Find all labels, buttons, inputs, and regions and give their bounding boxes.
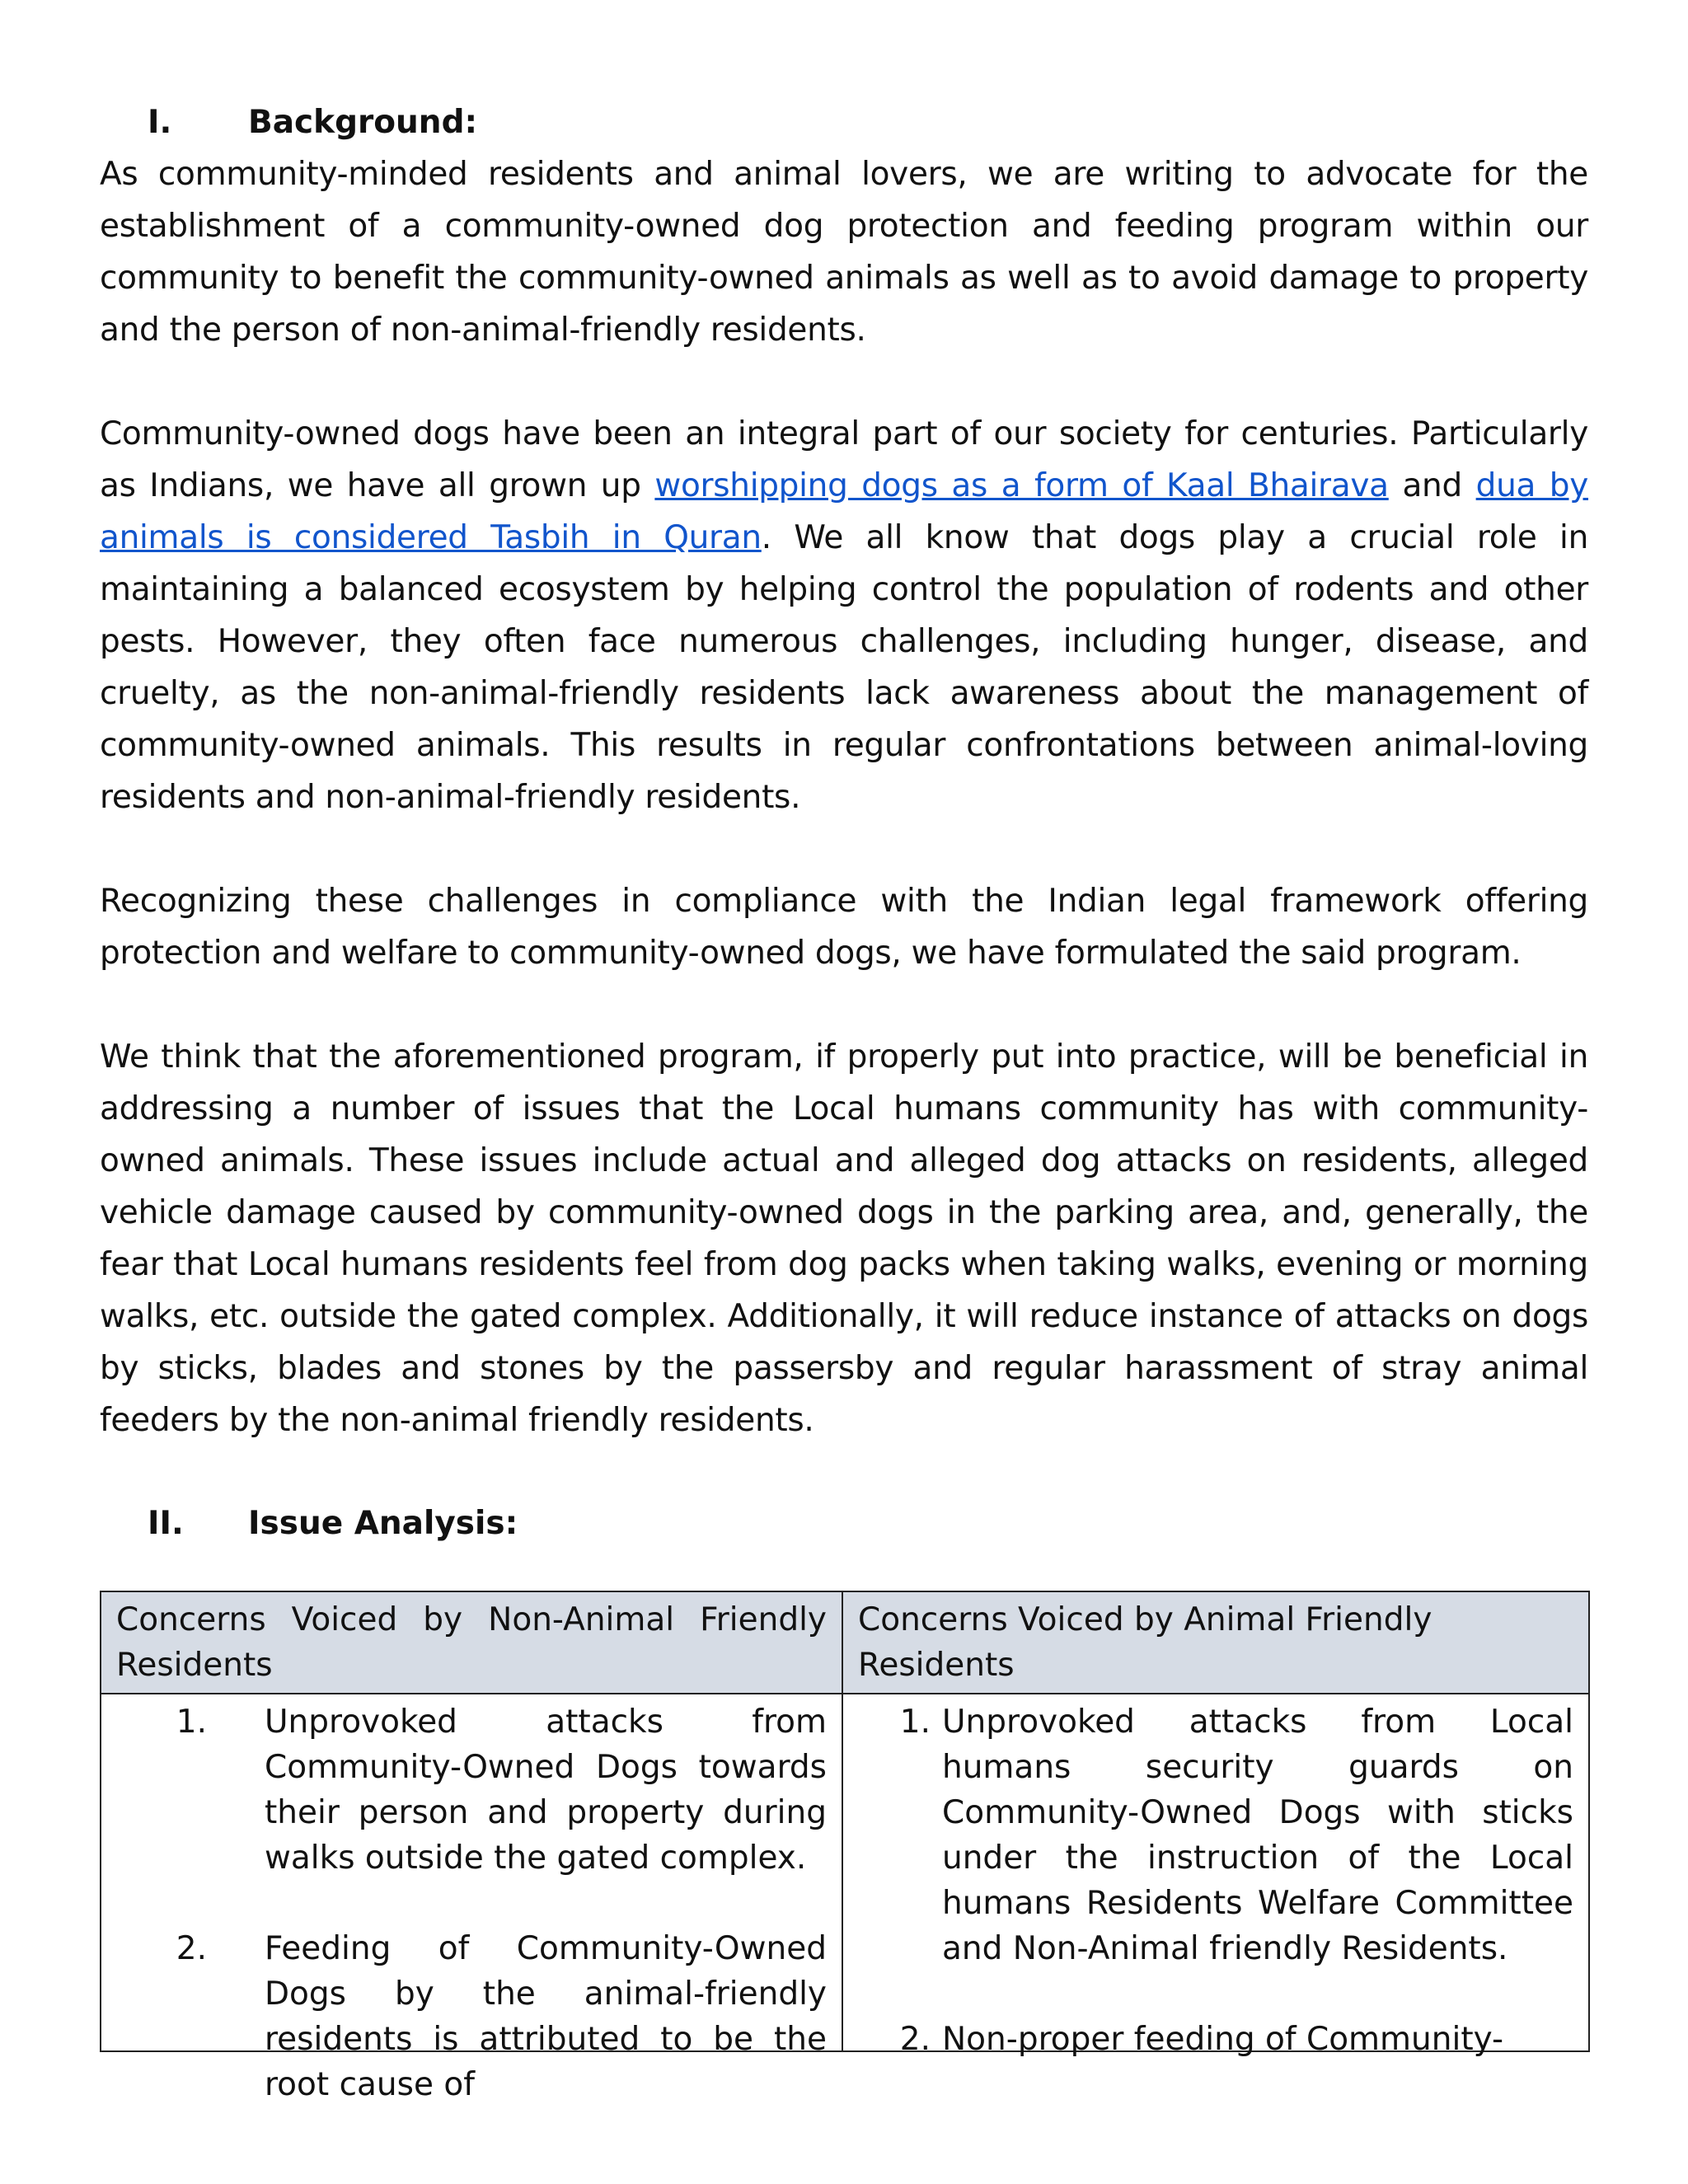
paragraph-text: Community-owned dogs have been an integral part of our society for centuries. Particularly as Indians, we have all grown up bbox=[100, 415, 1588, 504]
section-heading-background bbox=[100, 97, 1588, 148]
list-item bbox=[858, 1699, 1573, 1971]
document-page bbox=[100, 97, 1589, 2103]
section-number: I. bbox=[148, 104, 172, 141]
list-item bbox=[116, 1926, 827, 2107]
cell-content bbox=[116, 1699, 827, 2103]
list-item bbox=[116, 1699, 827, 1881]
cell-animal-concerns bbox=[842, 1694, 1589, 2058]
paragraph-legal-framework: Recognizing these challenges in compliance with the Indian legal framework offering protection and welfare to community-owned dogs, we have formulated the said program. bbox=[100, 883, 1588, 972]
header-non-animal-friendly: Concerns Voiced by Non-Animal Friendly Residents bbox=[101, 1591, 842, 1694]
cell-content bbox=[858, 1699, 1573, 2058]
paragraph-community-dogs bbox=[100, 408, 1588, 823]
table-row bbox=[101, 1694, 1589, 2051]
paragraph-text: and bbox=[1388, 467, 1476, 504]
paragraph-program-benefits: We think that the aforementioned program, if properly put into practice, will be beneficial in addressing a number of issues that the Local humans community has with community-owned animals. These issues include actual and alleged dog attacks on residents, alleged vehicle damage caused by community-owned dogs in the parking area, and, generally, the fear that Local humans residents feel from dog packs when taking walks, evening or morning walks, etc. outside the gated complex. Additionally, it will reduce instance of attacks on dogs by sticks, blades and stones by the passersby and regular harassment of stray animal feeders by the non-animal friendly residents. bbox=[100, 1038, 1588, 1439]
list-text: Non-proper feeding of Community- bbox=[942, 2021, 1504, 2058]
paragraph-text: . We all know that dogs play a crucial role in maintaining a balanced ecosystem by helping control the population of rodents and other pests. However, they often face numerous challenges, including hunger, disease, and cruelty, as the non-animal-friendly residents lack awareness about the management of community-owned animals. This results in regular confrontations between animal-loving residents and non-animal-friendly residents. bbox=[100, 519, 1588, 816]
concerns-table bbox=[100, 1591, 1590, 2103]
table-header-row bbox=[101, 1591, 1589, 1694]
section-heading-issue-analysis bbox=[100, 1498, 1588, 1549]
list-text: Unprovoked attacks from Community-Owned Dogs towards their person and property during walks outside the gated complex. bbox=[265, 1704, 827, 1877]
link-kaal-bhairava[interactable]: worshipping dogs as a form of Kaal Bhairava bbox=[654, 467, 1389, 504]
list-number: 2. bbox=[899, 2021, 931, 2058]
header-animal-friendly: Concerns Voiced by Animal Friendly Residents bbox=[842, 1591, 1589, 1694]
list-number: 1. bbox=[176, 1704, 207, 1741]
list-number: 1. bbox=[899, 1704, 931, 1741]
section-number: II. bbox=[148, 1505, 184, 1542]
paragraph-intro: As community-minded residents and animal lovers, we are writing to advocate for the establishment of a community-owned dog protection and feeding program within our community to benefit the community-owned animals as well as to avoid damage to property and the person of non-animal-friendly residents. bbox=[100, 156, 1588, 349]
list-text: Feeding of Community-Owned Dogs by the animal-friendly residents is attributed to be the root cause of bbox=[265, 1930, 827, 2103]
list-number: 2. bbox=[176, 1930, 207, 1967]
cell-non-animal-concerns bbox=[101, 1694, 842, 2103]
link-tasbih-quran[interactable]: dua by animals is considered Tasbih in Quran bbox=[100, 467, 1589, 556]
section-title: Background: bbox=[248, 104, 478, 141]
section-title: Issue Analysis: bbox=[248, 1505, 518, 1542]
list-text: Unprovoked attacks from Local humans security guards on Community-Owned Dogs with sticks under the instruction of the Local humans Residents Welfare Committee and Non-Animal friendly Residents. bbox=[942, 1704, 1573, 1967]
list-item bbox=[858, 2017, 1573, 2062]
